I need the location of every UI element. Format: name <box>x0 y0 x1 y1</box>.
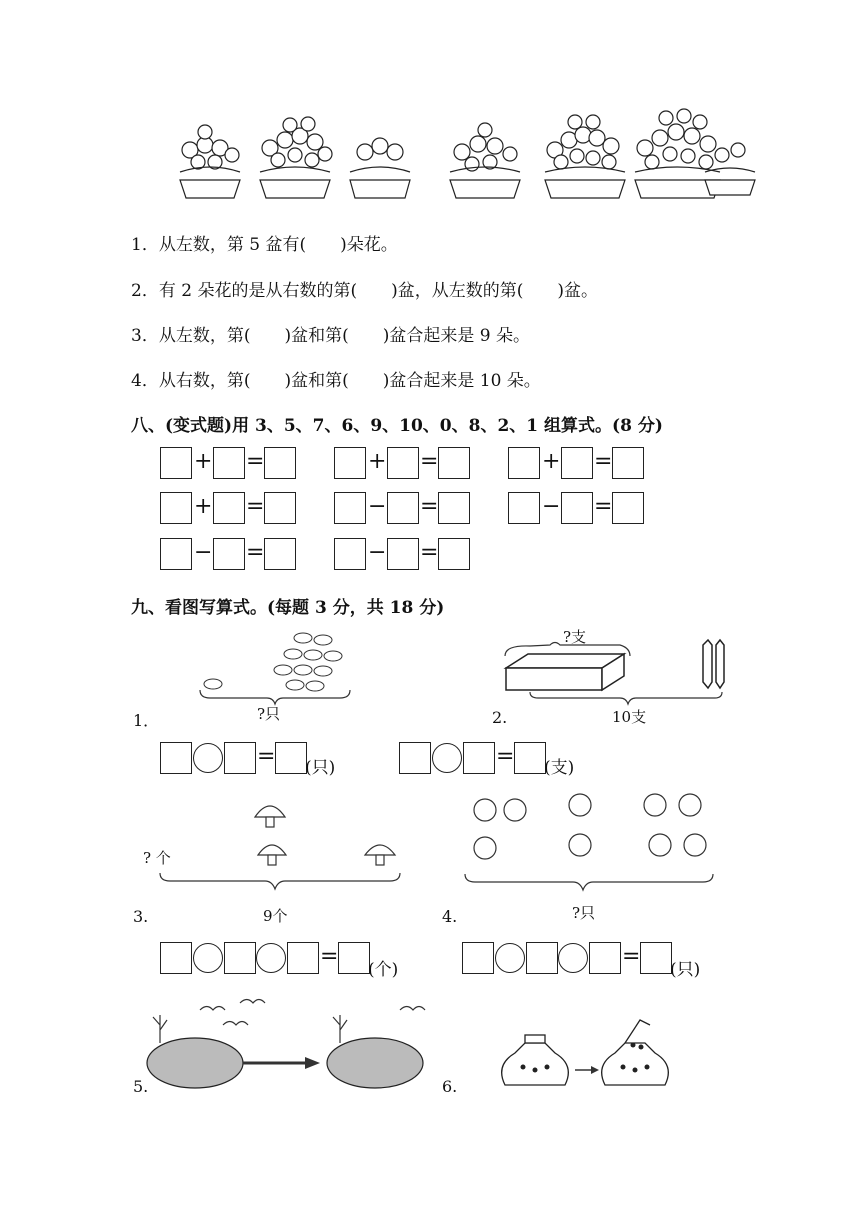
answer-box[interactable] <box>334 492 366 524</box>
problem-4-bottom-label: ?只 <box>572 904 596 922</box>
answer-box[interactable] <box>561 447 593 479</box>
operator-circle[interactable] <box>256 943 286 973</box>
equals-sign: = <box>320 944 339 969</box>
equals-sign: = <box>622 944 641 969</box>
answer-box[interactable] <box>213 538 245 570</box>
answer-box[interactable] <box>264 538 296 570</box>
plus-sign: + <box>368 449 387 474</box>
answer-box[interactable] <box>334 538 366 570</box>
problem-1-label: ?只 <box>257 705 281 723</box>
operator-circle[interactable] <box>495 943 525 973</box>
plus-sign: + <box>194 494 213 519</box>
plus-sign: + <box>194 449 213 474</box>
answer-box[interactable] <box>508 492 540 524</box>
problem-5-number: 5. <box>133 1077 149 1096</box>
section-8-title: 八、(变式题)用 3、5、7、6、9、10、0、8、2、1 组算式。(8 分) <box>131 416 663 436</box>
pencil-box-illustration <box>500 640 730 715</box>
answer-box[interactable] <box>387 447 419 479</box>
problem-6-number: 6. <box>442 1077 458 1096</box>
problem-4-number: 4. <box>442 907 458 926</box>
jars-illustration <box>495 1015 695 1100</box>
equals-sign: = <box>246 494 265 519</box>
answer-box[interactable] <box>160 447 192 479</box>
answer-box[interactable] <box>508 447 540 479</box>
answer-box[interactable] <box>338 942 370 974</box>
problem-1-number: 1． <box>133 711 160 730</box>
answer-box[interactable] <box>612 492 644 524</box>
unit-label: (个) <box>368 960 399 980</box>
answer-box[interactable] <box>287 942 319 974</box>
flower-pots-illustration <box>160 110 770 205</box>
answer-box[interactable] <box>462 942 494 974</box>
answer-box[interactable] <box>213 447 245 479</box>
answer-box[interactable] <box>640 942 672 974</box>
answer-box[interactable] <box>438 492 470 524</box>
answer-box[interactable] <box>612 447 644 479</box>
answer-box[interactable] <box>561 492 593 524</box>
operator-circle[interactable] <box>193 943 223 973</box>
fish-illustration <box>195 628 360 698</box>
flower-question-4: 4．从右数，第( )盆和第( )盆合起来是 10 朵。 <box>131 371 541 391</box>
problem-3-bottom-label: 9个 <box>263 907 288 925</box>
birds-pond-illustration <box>145 995 435 1095</box>
equals-sign: = <box>594 449 613 474</box>
equals-sign: = <box>420 494 439 519</box>
answer-box[interactable] <box>160 942 192 974</box>
operator-circle[interactable] <box>558 943 588 973</box>
problem-2-top-label: ?支 <box>563 628 587 646</box>
minus-sign: − <box>368 540 387 565</box>
chicks-illustration <box>455 790 725 900</box>
flower-question-1: 1．从左数，第 5 盆有( )朵花。 <box>131 235 398 255</box>
answer-box[interactable] <box>334 447 366 479</box>
answer-box[interactable] <box>399 742 431 774</box>
answer-box[interactable] <box>463 742 495 774</box>
unit-label: (支) <box>544 758 575 778</box>
answer-box[interactable] <box>438 447 470 479</box>
answer-box[interactable] <box>224 942 256 974</box>
answer-box[interactable] <box>264 492 296 524</box>
problem-2-bottom-label: 10支 <box>612 708 647 726</box>
problem-3-left-label: ? 个 <box>143 849 171 867</box>
answer-box[interactable] <box>160 492 192 524</box>
equals-sign: = <box>420 540 439 565</box>
equals-sign: = <box>420 449 439 474</box>
answer-box[interactable] <box>387 492 419 524</box>
mushroom-illustration <box>160 795 410 900</box>
section-9-title: 九、看图写算式。(每题 3 分，共 18 分) <box>131 598 445 618</box>
equals-sign: = <box>594 494 613 519</box>
plus-sign: + <box>542 449 561 474</box>
equals-sign: = <box>246 449 265 474</box>
minus-sign: − <box>194 540 213 565</box>
answer-box[interactable] <box>387 538 419 570</box>
equals-sign: = <box>246 540 265 565</box>
minus-sign: − <box>542 494 561 519</box>
equals-sign: = <box>496 744 515 769</box>
unit-label: (只) <box>670 960 701 980</box>
answer-box[interactable] <box>160 742 192 774</box>
equals-sign: = <box>257 744 276 769</box>
answer-box[interactable] <box>224 742 256 774</box>
flower-question-2: 2．有 2 朵花的是从右数的第( )盆，从左数的第( )盆。 <box>131 281 598 301</box>
operator-circle[interactable] <box>432 743 462 773</box>
answer-box[interactable] <box>213 492 245 524</box>
answer-box[interactable] <box>589 942 621 974</box>
answer-box[interactable] <box>526 942 558 974</box>
answer-box[interactable] <box>160 538 192 570</box>
answer-box[interactable] <box>514 742 546 774</box>
answer-box[interactable] <box>438 538 470 570</box>
answer-box[interactable] <box>264 447 296 479</box>
problem-3-number: 3. <box>133 907 149 926</box>
minus-sign: − <box>368 494 387 519</box>
answer-box[interactable] <box>275 742 307 774</box>
flower-question-3: 3．从左数，第( )盆和第( )盆合起来是 9 朵。 <box>131 326 530 346</box>
problem-2-number: 2. <box>492 708 508 727</box>
operator-circle[interactable] <box>193 743 223 773</box>
unit-label: (只) <box>305 758 336 778</box>
